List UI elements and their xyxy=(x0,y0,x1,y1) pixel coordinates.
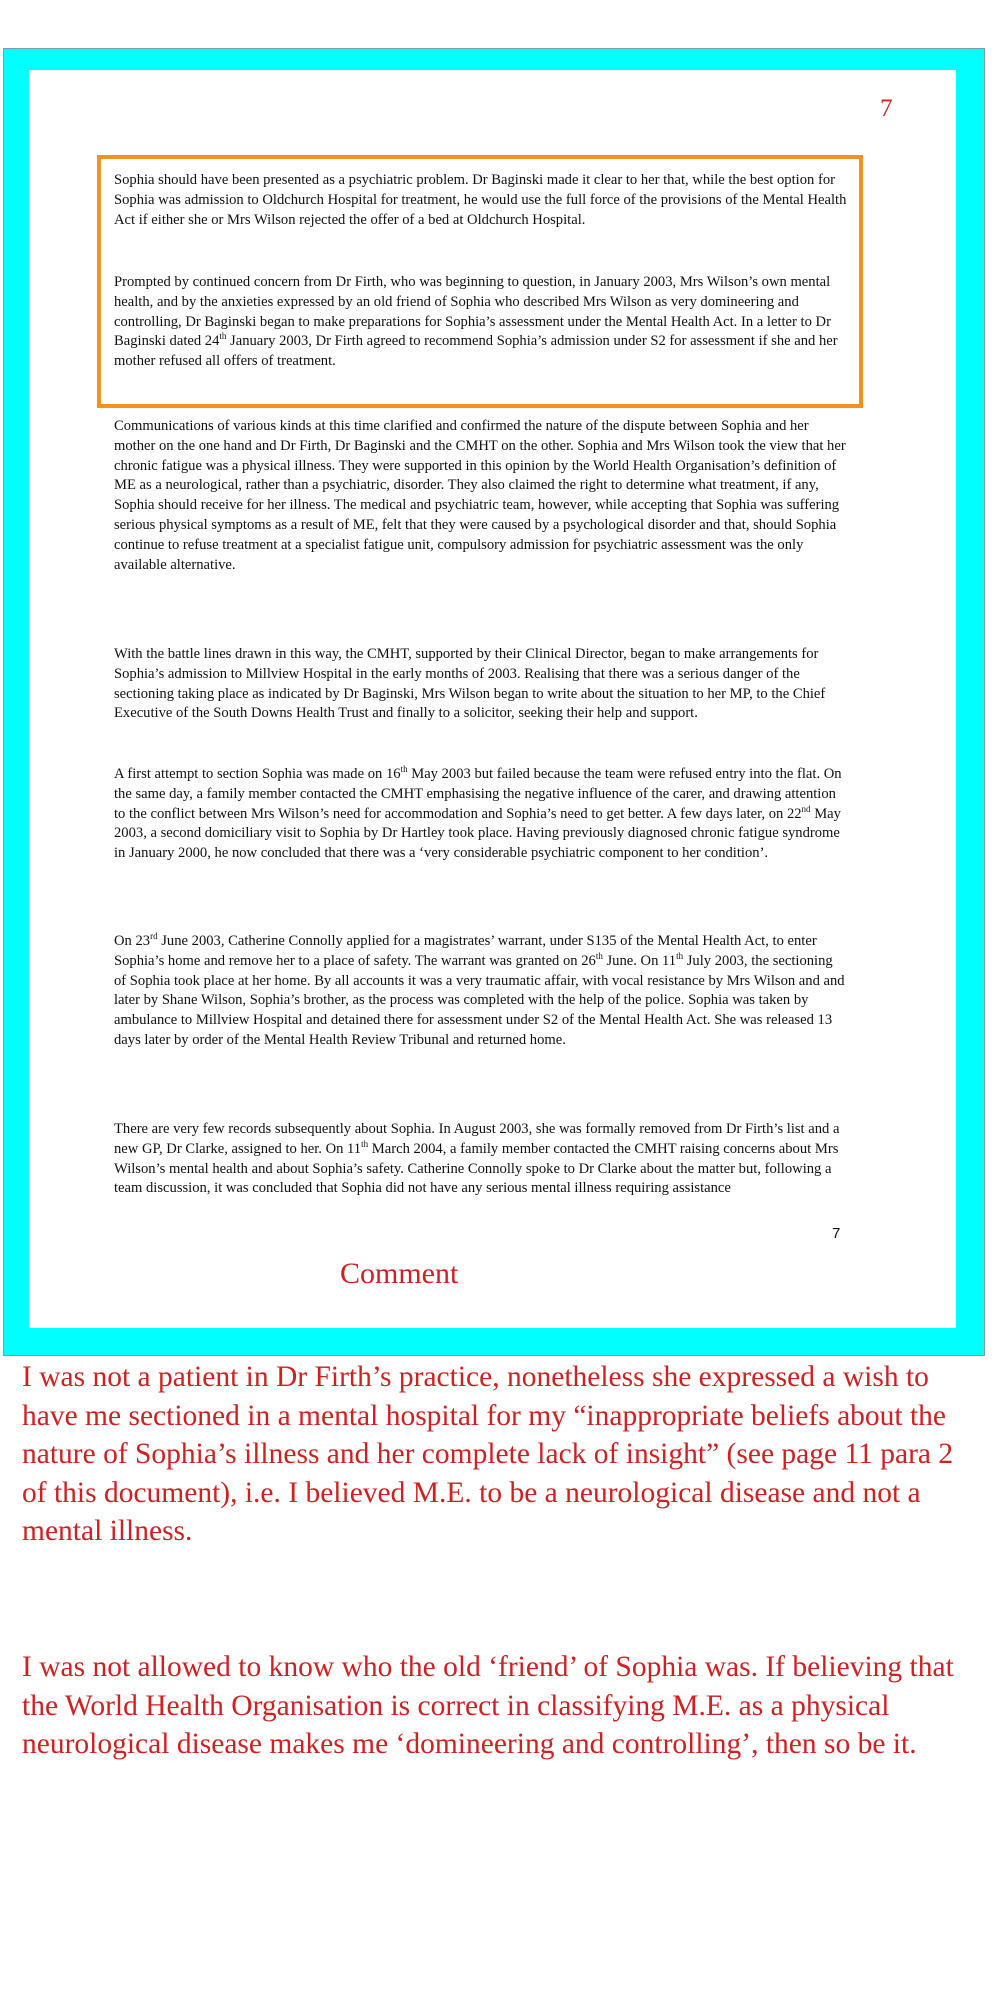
paragraph-text: Sophia should have been presented as a psychiatric problem. Dr Baginski made it clear to her that, while the best option for Sophia was admission to Oldchurch Hospital for treatment, he would use the full force of the provisions of the Mental Health Act if either she or Mrs Wilson rejected the offer of a bed at Oldchurch Hospital. xyxy=(114,172,847,228)
document-paragraph xyxy=(114,1120,847,1199)
annotated-page-number: 7 xyxy=(880,95,893,122)
document-paragraph xyxy=(114,171,847,230)
paragraph-text: Prompted by continued concern from Dr Firth, who was beginning to question, in January 2003, Mrs Wilson’s own mental health, and by the anxieties expressed by an old friend of Sophia who described Mrs Wilson as very domineering and controlling, Dr Baginski began to make preparations for Sophia’s assessment under the Mental Health Act. In a letter to Dr Baginski dated 24 xyxy=(114,274,831,350)
ordinal-suffix: nd xyxy=(801,803,811,814)
comment-heading: Comment xyxy=(340,1257,459,1290)
document-paragraph xyxy=(114,645,847,724)
paragraph-text: June. On 11 xyxy=(602,952,677,969)
comment-paragraph: I was not allowed to know who the old ‘friend’ of Sophia was. If believing that the World Health Organisation is correct in classifying M.E. as a physical neurological disease makes me ‘domineering and controlling’, then so be it. xyxy=(22,1651,954,1760)
ordinal-suffix: th xyxy=(400,764,408,775)
ordinal-suffix: th xyxy=(595,950,603,961)
ordinal-suffix: rd xyxy=(150,931,158,942)
footer-page-number: 7 xyxy=(832,1225,841,1242)
paragraph-text: With the battle lines drawn in this way, the CMHT, supported by their Clinical Director, began to make arrangements for Sophia’s admission to Millview Hospital in the early months of 2003. Realising that there was a serious danger of the sectioning taking place as indicated by Dr Baginski, Mrs Wilson began to write about the situation to her MP, to the Chief Executive of the South Downs Health Trust and finally to a solicitor, seeking their help and support. xyxy=(114,646,826,722)
paragraph-text: May 2003 but failed because the team were refused entry into the flat. On the same day, a family member contacted the CMHT emphasising the negative influence of the carer, and drawing attention to the conflict between Mrs Wilson’s need for accommodation and Sophia’s need to get better. A few days later, on 22 xyxy=(114,766,842,822)
paragraph-text: July 2003, the sectioning of Sophia took place at her home. By all accounts it was a very traumatic affair, with vocal resistance by Mrs Wilson and and later by Shane Wilson, Sophia’s brother, as the process was completed with the help of the police. Sophia was taken by ambulance to Millview Hospital and detained there for assessment under S2 of the Mental Health Act. She was released 13 days later by order of the Mental Health Review Tribunal and returned home. xyxy=(114,952,845,1048)
paragraph-text: March 2004, a family member contacted the CMHT raising concerns about Mrs Wilson’s mental health and about Sophia’s safety. Catherine Connolly spoke to Dr Clarke about the matter but, following a team discussion, it was concluded that Sophia did not have any serious mental illness requiring assistance xyxy=(114,1140,839,1197)
document-paragraph xyxy=(114,932,847,1051)
paragraph-text: Communications of various kinds at this time clarified and confirmed the nature of the dispute between Sophia and her mother on the one hand and Dr Firth, Dr Baginski and the CMHT on the other. Sophia and Mrs Wilson took the view that her chronic fatigue was a physical illness. They were supported in this opinion by the World Health Organisation’s definition of ME as a neurological, rather than a psychiatric, disorder. They also claimed the right to determine what treatment, if any, Sophia should receive for her illness. The medical and psychiatric team, however, while accepting that Sophia was suffering serious physical symptoms as a result of ME, felt that they were caused by a psychological disorder and that, should Sophia continue to refuse treatment at a specialist fatigue unit, compulsory admission for psychiatric assessment was the only available alternative. xyxy=(114,418,846,573)
document-paragraph xyxy=(114,273,847,372)
paragraph-text: June 2003, Catherine Connolly applied for a magistrates’ warrant, under S135 of the Mental Health Act, to enter Sophia’s home and remove her to a place of safety. The warrant was granted on 26 xyxy=(114,933,817,969)
paragraph-text: On 23 xyxy=(114,933,151,949)
comment-paragraph: I was not a patient in Dr Firth’s practice, nonetheless she expressed a wish to have me sectioned in a mental hospital for my “inappropriate beliefs about the nature of Sophia’s illness and her complete lack of insight” (see page 11 para 2 of this document), i.e. I believed M.E. to be a neurological disease and not a mental illness. xyxy=(22,1361,954,1547)
ordinal-suffix: th xyxy=(219,331,227,342)
ordinal-suffix: th xyxy=(361,1138,369,1149)
paragraph-text: A first attempt to section Sophia was made on 16 xyxy=(114,766,401,782)
ordinal-suffix: th xyxy=(676,950,684,961)
paragraph-text: January 2003, Dr Firth agreed to recommend Sophia’s admission under S2 for assessment if she and her mother refused all offers of treatment. xyxy=(114,333,838,370)
paragraph-text: There are very few records subsequently about Sophia. In August 2003, she was formally removed from Dr Firth’s list and a new GP, Dr Clarke, assigned to her. On 11 xyxy=(114,1121,840,1157)
paragraph-text: May 2003, a second domiciliary visit to Sophia by Dr Hartley took place. Having previously diagnosed chronic fatigue syndrome in January 2000, he now concluded that there was a ‘very considerable psychiatric component to her condition’. xyxy=(114,805,841,862)
document-paragraph xyxy=(114,765,847,864)
document-paragraph xyxy=(114,417,847,575)
